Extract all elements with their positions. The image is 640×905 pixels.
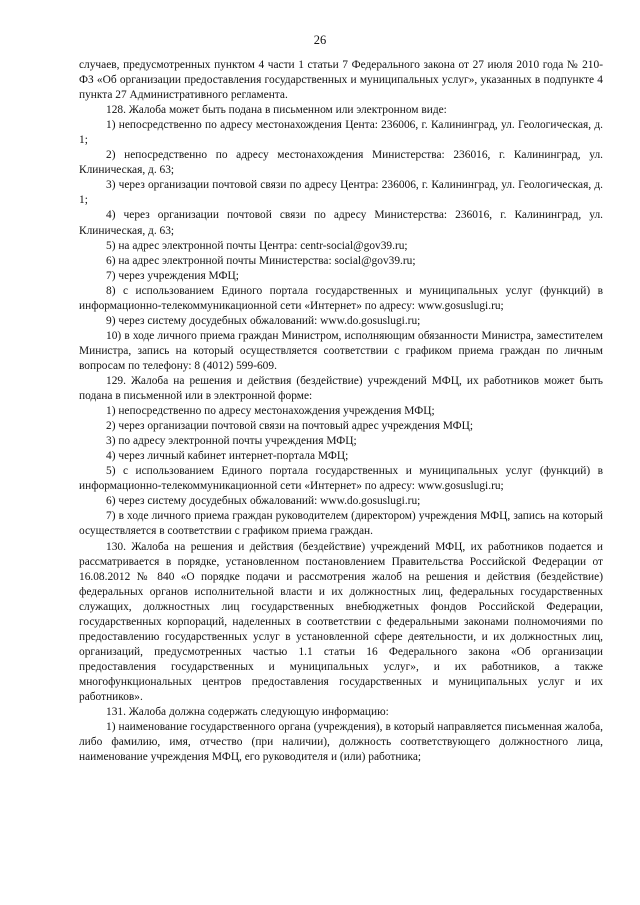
paragraph: 1) непосредственно по адресу местонахождения Цента: 236006, г. Калининград, ул. Геологическая, д. 1; (79, 119, 603, 147)
paragraph: 131. Жалоба должна содержать следующую информацию: (106, 706, 389, 719)
paragraph: 6) через систему досудебных обжалований: www.do.gosuslugi.ru; (106, 495, 421, 508)
paragraph: 7) через учреждения МФЦ; (106, 269, 239, 282)
page-number: 26 (313, 33, 327, 47)
paragraph: 8) с использованием Единого портала государственных и муниципальных услуг (функций) в информационно-телекоммуникационной сети «Интернет» по адресу: www.gosuslugi.ru; (79, 284, 603, 312)
paragraph: 5) с использованием Единого портала государственных и муниципальных услуг (функций) в информационно-телекоммуникационной сети «Интернет» по адресу: www.gosuslugi.ru; (79, 465, 603, 493)
paragraph: 130. Жалоба на решения и действия (бездействие) учреждений МФЦ, их работников подается и рассматривается в порядке, установленном постановлением Правительства Российской Федерации от 16.08.2012 № 840 «О порядке подачи и рассмотрения жалоб на решения и действия (бездействие) федеральных органов исполнительной власти и их должностных лиц, федеральных государственных служащих, должностных лиц государственных внебюджетных фондов Российской Федерации, государственных корпораций, наделенных в соответствии с федеральными законами полномочиями по предоставлению государственных услуг в установленной сфере деятельности, и их должностных лиц, организаций, предусмотренных частью 1.1 статьи 16 Федерального закона «Об организации предоставления государственных и муниципальных услуг», и их работников, а также многофункциональных центров предоставления государственных и муниципальных услуг и их работников». (79, 540, 603, 703)
paragraph: 4) через личный кабинет интернет-портала МФЦ; (106, 450, 349, 463)
paragraph: 3) через организации почтовой связи по адресу Центра: 236006, г. Калининград, ул. Геологическая, д. 1; (79, 179, 603, 207)
paragraph: 3) по адресу электронной почты учреждения МФЦ; (106, 435, 357, 448)
paragraph: 2) непосредственно по адресу местонахождения Министерства: 236016, г. Калининград, ул. Клиническая, д. 63; (79, 149, 603, 177)
paragraph: 5) на адрес электронной почты Центра: centr-social@gov39.ru; (106, 239, 408, 252)
paragraph: случаев, предусмотренных пунктом 4 части 1 статьи 7 Федерального закона от 27 июля 2010 года № 210-ФЗ «Об организации предоставления государственных и муниципальных услуг», указанных в подпункте 4 пункта 27 Административного регламента. (79, 59, 603, 102)
paragraph: 1) наименование государственного органа (учреждения), в который направляется письменная жалоба, либо фамилию, имя, отчество (при наличии), должность соответствующего должностного лица, наименование учреждения МФЦ, его руководителя и (или) работника; (79, 721, 603, 764)
document-body (79, 58, 603, 765)
paragraph: 129. Жалоба на решения и действия (бездействие) учреждений МФЦ, их работников может быть подана в письменной или в электронной форме: (79, 374, 603, 403)
paragraph: 1) непосредственно по адресу местонахождения учреждения МФЦ; (106, 405, 435, 418)
paragraph: 10) в ходе личного приема граждан Министром, исполняющим обязанности Министра, заместителем Министра, запись на который осуществляется соответствии с графиком приема граждан по личным вопросам по телефону: 8 (4012) 599-609. (79, 329, 603, 372)
paragraph: 4) через организации почтовой связи по адресу Министерства: 236016, г. Калининград, ул. Клиническая, д. 63; (79, 209, 603, 237)
paragraph: 7) в ходе личного приема граждан руководителем (директором) учреждения МФЦ, запись на который осуществляется в соответствии с графиком приема граждан. (79, 510, 603, 538)
paragraph: 128. Жалоба может быть подана в письменном или электронном виде: (106, 104, 447, 117)
paragraph: 2) через организации почтовой связи на почтовый адрес учреждения МФЦ; (106, 420, 474, 433)
paragraph: 9) через систему досудебных обжалований: www.do.gosuslugi.ru; (106, 314, 421, 327)
paragraph: 6) на адрес электронной почты Министерства: social@gov39.ru; (106, 254, 416, 267)
